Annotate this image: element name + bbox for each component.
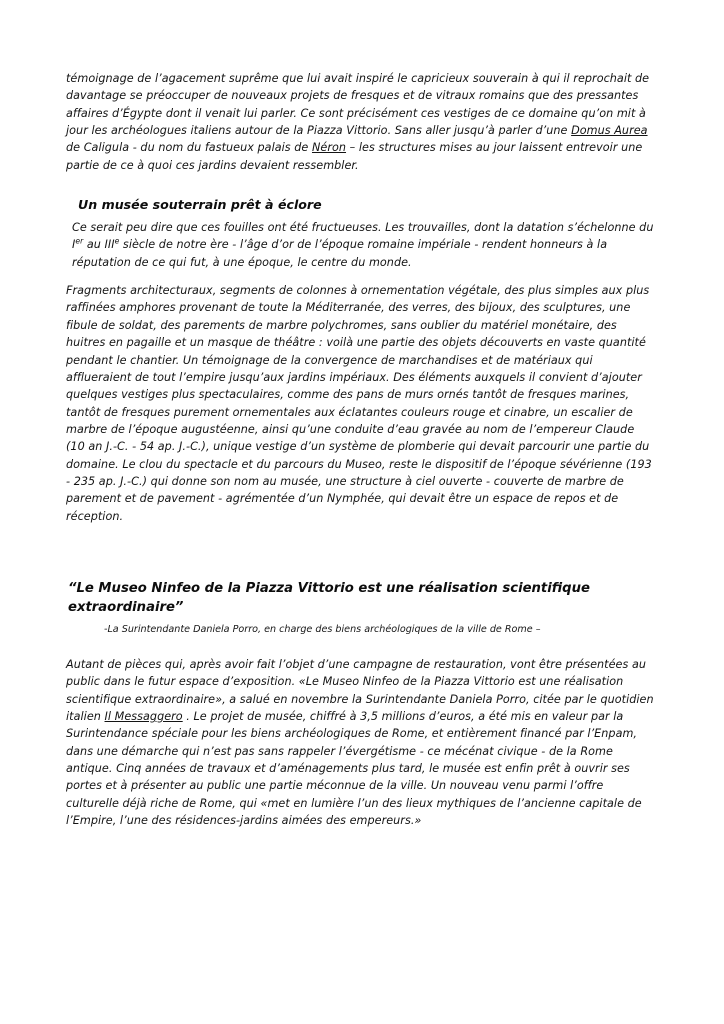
- pull-quote: “Le Museo Ninfeo de la Piazza Vittorio est une réalisation scientifique extraordinaire”: [68, 581, 590, 616]
- term-domus-aurea: Domus Aurea: [571, 124, 648, 138]
- paragraph-dating: [72, 219, 654, 271]
- dating-run-2: au III: [83, 238, 115, 252]
- pull-quote-attribution: -La Surintendante Daniela Porro, en charge des biens archéologiques de la ville de Rome –: [104, 624, 541, 636]
- paragraph-museum-project: [66, 656, 654, 830]
- paragraph-intro: [66, 70, 654, 174]
- dating-run-3: siècle de notre ère - l’âge d’or de l’époque romaine impériale - rendent honneurs à la réputation de ce qui fut, à une époque, le centre du monde.: [72, 238, 608, 269]
- intro-text-run-2: de Caligula - du nom du fastueux palais de: [66, 141, 312, 155]
- dating-run-1: Ce serait peu dire que ces fouilles ont été fructueuses. Les trouvailles, dont la datation s’échelonne du I: [72, 221, 654, 252]
- ordinal-third: e: [114, 236, 120, 246]
- project-run-2: . Le projet de musée, chiffré à 3,5 millions d’euros, a été mis en valeur par la Surintendance spéciale pour les biens archéologiques de Rome, et entièrement financé par l’Enpam, dans une démarche qui n’est pas sans rappeler l’évergétisme - ce mécénat civique - de la Rome antique. Cinq années de travaux et d’aménagements plus tard, le musée est enfin prêt à ouvrir ses portes et à présenter au public une partie méconnue de la ville. Un nouveau venu parmi l’offre culturelle déjà riche de Rome, qui «met en lumière l’un des lieux mythiques de l’ancienne capitale de l’Empire, l’une des résidences-jardins aimées des empereurs.»: [66, 709, 642, 828]
- term-il-messaggero: Il Messaggero: [104, 709, 183, 723]
- project-run-1: Autant de pièces qui, après avoir fait l’objet d’une campagne de restauration, vont être présentées au public dans le futur espace d’exposition. «Le Museo Ninfeo de la Piazza Vittorio est une réalisation scientifique extraordinaire», a salué en novembre la Surintendante Daniela Porro, citée par le quotidien italien: [66, 657, 654, 723]
- intro-text-run-3: – les structures mises au jour laissent entrevoir une partie de ce à quoi ces jardins devaient ressembler.: [66, 141, 643, 172]
- ordinal-first: er: [75, 236, 84, 246]
- section-heading: Un musée souterrain prêt à éclore: [78, 197, 322, 213]
- paragraph-finds: Fragments architecturaux, segments de colonnes à ornementation végétale, des plus simples aux plus raffinées amphores provenant de toute la Méditerranée, des verres, des bijoux, des sculptures, une fibule de soldat, des parements de marbre polychromes, sans oublier du matériel monétaire, des huitres en pagaille et un masque de théâtre : voilà une partie des objets découverts en vaste quantité pendant le chantier. Un témoignage de la convergence de marchandises et de matériaux qui afflueraient de tout l’empire jusqu’aux jardins impériaux. Des éléments auxquels il convient d’ajouter quelques vestiges plus spectaculaires, comme des pans de murs ornés tantôt de fresques marines, tantôt de fresques purement ornementales aux éclatantes couleurs rouge et cinabre, un escalier de marbre de l’époque augustéenne, ainsi qu’une conduite d’eau gravée au nom de l’empereur Claude (10 an J.-C. - 54 ap. J.-C.), unique vestige d’un système de plomberie qui devait parcourir une partie du domaine. Le clou du spectacle et du parcours du Museo, reste le dispositif de l’époque sévérienne (193 - 235 ap. J.-C.) qui donne son nom au musée, une structure à ciel ouverte - couverte de marbre de parement et de pavement - agrémentée d’un Nymphée, qui devait être un espace de repos et de réception.: [66, 284, 652, 523]
- intro-text-run-1: témoignage de l’agacement suprême que lui avait inspiré le capricieux souverain à qui il reprochait de davantage se préoccuper de nouveaux projets de fresques et de vitraux romains que des pressantes affaires d’Égypte dont il venait lui parler. Ce sont précisément ces vestiges de ce domaine qu’on mit à jour les archéologues italiens autour de la Piazza Vittorio. Sans aller jusqu’à parler d’une: [66, 72, 650, 138]
- term-neron: Néron: [311, 141, 347, 155]
- document-body: [66, 70, 654, 829]
